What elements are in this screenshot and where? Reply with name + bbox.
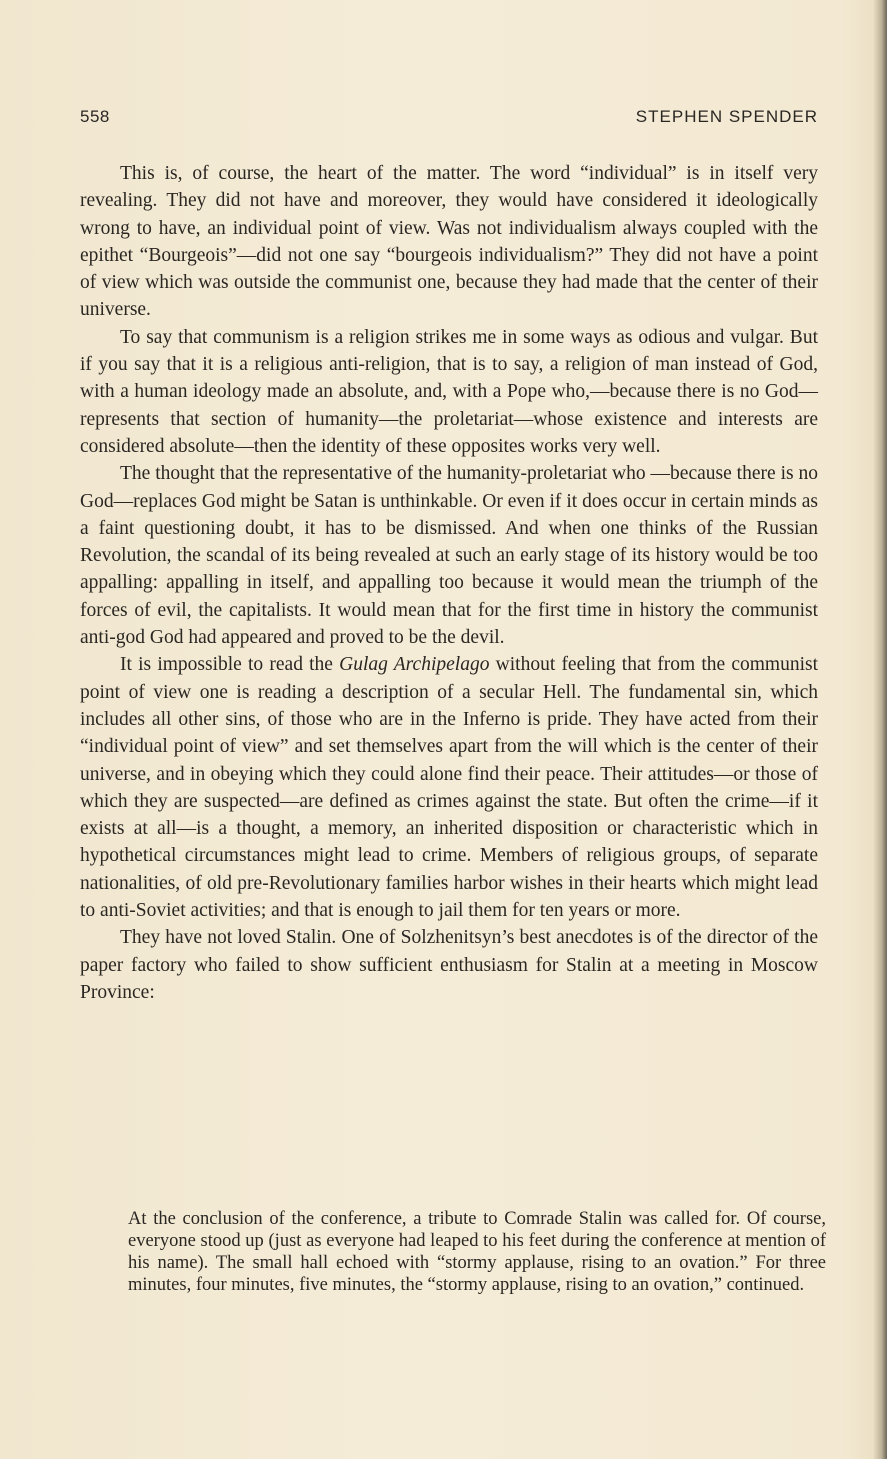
paragraph: This is, of course, the heart of the matter. The word “individual” is in itself very revealing. They did not have and moreover, they would have considered it ideologically wrong to have, an individual point of view. Was not individualism always coupled with the epithet “Bourgeois”—did not one say “bourgeois individualism?” They did not have a point of view which was outside the communist one, because they had made that the center of their universe. <box>80 163 818 321</box>
book-title: Gulag Archipelago <box>339 654 490 676</box>
paragraph: The thought that the representative of the humanity-proletariat who —because there is no God—replaces God might be Satan is unthinkable. Or even if it does occur in certain minds as a faint questioning doubt, it has to be dismissed. And when one thinks of the Russian Revolution, the scandal of its being revealed at such an early stage of its history would be too appalling: appalling in itself, and appalling too because it would mean the triumph of the forces of evil, the capitalists. It would mean that for the first time in history the communist anti-god God had appeared and proved to be the devil. <box>80 463 818 649</box>
running-head <box>80 107 818 133</box>
paragraph <box>80 651 818 924</box>
block-quote-text: At the conclusion of the conference, a tribute to Comrade Stalin was called for. Of course, everyone stood up (just as everyone had leaped to his feet during the conference at mention of his name). The small hall echoed with “stormy applause, rising to an ovation.” For three minutes, four minutes, five minutes, the “stormy applause, rising to an ovation,” continued. <box>128 1209 826 1295</box>
running-title: STEPHEN SPENDER <box>635 107 818 126</box>
body-text <box>80 160 818 1006</box>
page-number: 558 <box>80 107 110 126</box>
paragraph: To say that communism is a religion strikes me in some ways as odious and vulgar. But if you say that it is a religious anti-religion, that is to say, a religion of man instead of God, with a human ideology made an absolute, and, with a Pope who,—because there is no God—represents that section of humanity—the proletariat—whose existence and interests are considered absolute—then the identity of these opposites works very well. <box>80 326 818 457</box>
paragraph-text: It is impossible to read the <box>120 654 340 676</box>
paragraph: They have not loved Stalin. One of Solzhenitsyn’s best anecdotes is of the director of the paper factory who failed to show sufficient enthusiasm for Stalin at a meeting in Moscow Province: <box>80 927 818 1003</box>
paragraph-text: without feeling that from the communist point of view one is reading a description of a secular Hell. The fundamental sin, which includes all other sins, of those who are in the Inferno is pride. They have acted from their “individual point of view” and set themselves apart from the will which is the center of their universe, and in obeying which they could alone find their peace. Their attitudes—or those of which they are suspected—are defined as crimes against the state. But often the crime—if it exists at all—is a thought, a memory, an inherited disposition or characteristic which in hypothetical circumstances might lead to crime. Members of religious groups, of separate nationalities, of old pre-Revolutionary families harbor wishes in their hearts which might lead to anti-Soviet activities; and that is enough to jail them for ten years or more. <box>80 654 819 922</box>
page-edge-shadow <box>873 0 887 1459</box>
block-quote <box>128 1208 826 1296</box>
